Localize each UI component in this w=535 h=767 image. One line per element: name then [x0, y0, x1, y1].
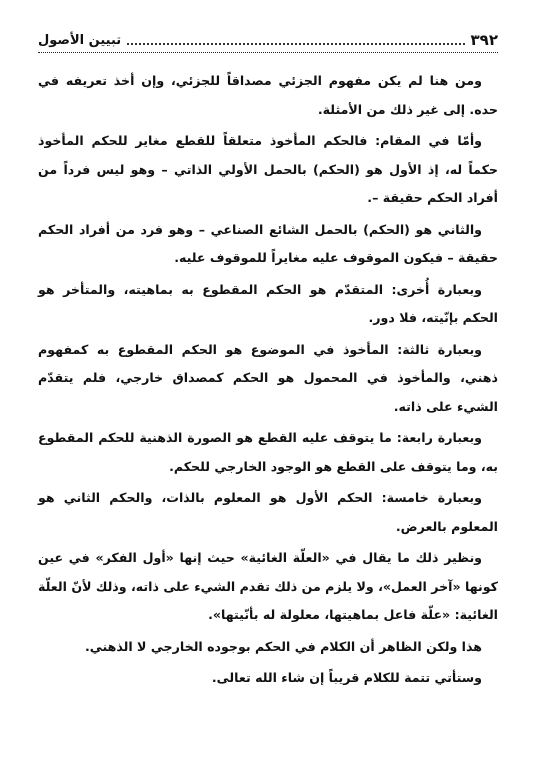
paragraph-6: وبعبارة رابعة: ما يتوقف عليه القطع هو الصورة الذهنية للحكم المقطوع به، وما يتوقف على القطع هو الوجود الخارجي للحكم.: [38, 430, 498, 474]
paragraph-7: وبعبارة خامسة: الحكم الأول هو المعلوم بالذات، والحكم الثاني هو المعلوم بالعرض.: [38, 490, 498, 534]
paragraph-8: ونظير ذلك ما يقال في «العلّة الغائية» حيث إنها «أول الفكر» في عين كونها «آخر العمل»، ولا يلزم من ذلك تقدم الشيء على ذاته، وذلك لأنّ العلّة الغائية: «علّة فاعل بماهيتها، معلولة له بأنّيتها».: [38, 550, 498, 622]
running-title: تبيين الأصول: [38, 32, 122, 48]
page-number: ٣٩٢: [470, 31, 498, 49]
header-dotted-leader: [127, 43, 464, 45]
paragraph-3: والثاني هو (الحكم) بالحمل الشائع الصناعي – وهو فرد من أفراد الحكم حقيقة – فيكون الموقوف عليه مغايراً للموقوف عليه.: [38, 221, 498, 265]
document-page: [38, 28, 498, 696]
paragraph-2: وأمّا في المقام: فالحكم المأخوذ متعلقاً للقطع مغاير للحكم المأخوذ حكماً له، إذ الأول هو (الحكم) بالحمل الأولي الذاتي – وهو ليس فرداً من أفراد الحكم حقيقة –.: [38, 133, 498, 205]
body-text: [38, 67, 498, 693]
paragraph-5: وبعبارة ثالثة: المأخوذ في الموضوع هو الحكم المقطوع به كمفهوم ذهني، والمأخوذ في المحمول هو الحكم كمصداق خارجي، فلم يتقدّم الشيء على ذاته.: [38, 341, 498, 414]
paragraph-4: وبعبارة أُخرى: المتقدّم هو الحكم المقطوع به بماهيته، والمتأخر هو الحكم بإنّيته، فلا دور.: [38, 281, 498, 325]
page-header: [38, 28, 498, 53]
paragraph-1: ومن هنا لم يكن مفهوم الجزئي مصداقاً للجزئي، وإن أخذ تعريفه في حده. إلى غير ذلك من الأمثلة.: [38, 73, 498, 117]
paragraph-9: هذا ولكن الظاهر أن الكلام في الحكم بوجوده الخارجي لا الذهني.: [84, 638, 482, 654]
paragraph-10: وستأتي تتمة للكلام قريباً إن شاء الله تعالى.: [211, 670, 482, 685]
